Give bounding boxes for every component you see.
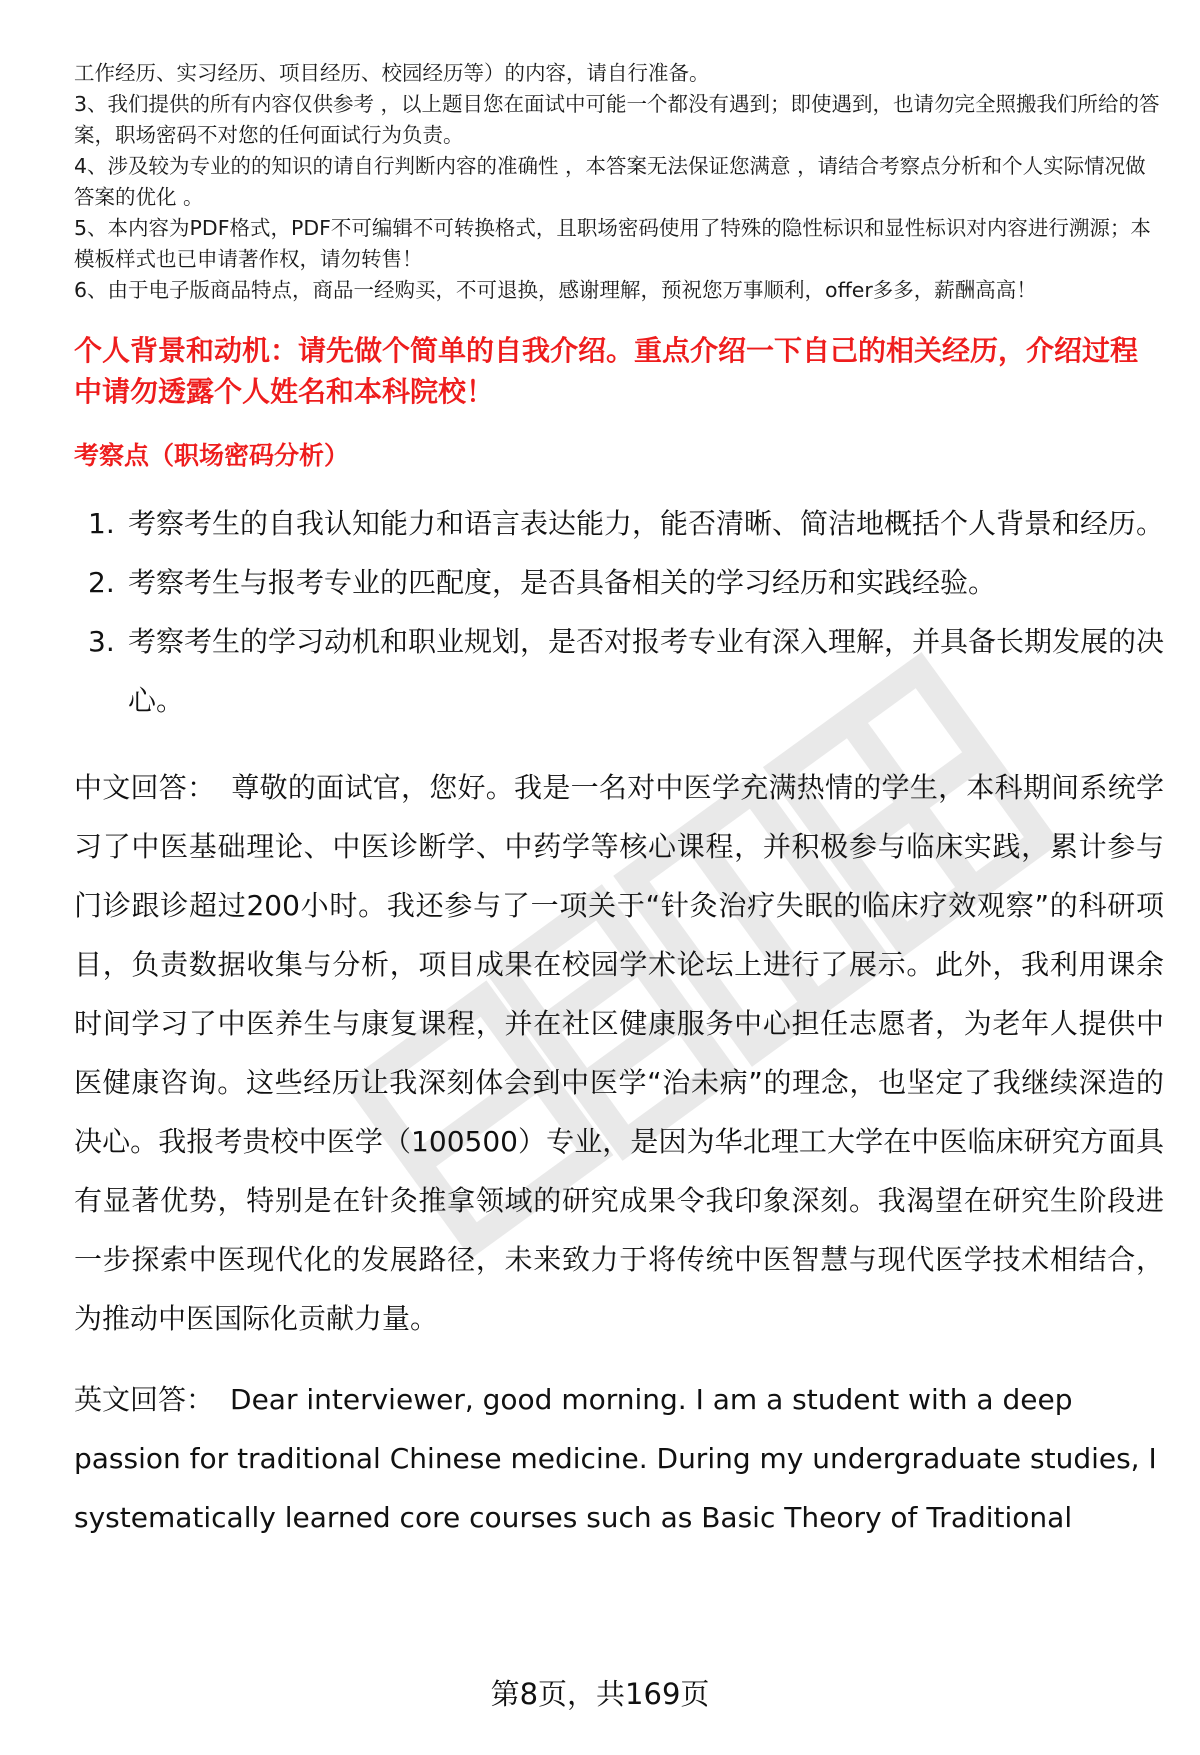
focus-list: [74, 494, 1164, 730]
note-line: 5、本内容为PDF格式，PDF不可编辑不可转换格式，且职场密码使用了特殊的隐性标识和显性标识对内容进行溯源；本模板样式也已申请著作权，请勿转售！: [74, 216, 1151, 271]
english-answer-label: 英文回答：: [74, 1383, 215, 1416]
notes-section: [74, 58, 1164, 306]
page-number: 第8页，共169页: [490, 1677, 710, 1711]
note-line: 4、涉及较为专业的的知识的请自行判断内容的准确性 ，本答案无法保证您满意 ，请结合考察点分析和个人实际情况做答案的优化 。: [74, 154, 1146, 209]
english-answer: [74, 1370, 1164, 1547]
chinese-answer-label: 中文回答：: [74, 771, 216, 804]
list-item: [74, 612, 1164, 730]
list-number: 2.: [88, 566, 115, 599]
chinese-answer: [74, 758, 1164, 1348]
list-text: 考察考生与报考专业的匹配度，是否具备相关的学习经历和实践经验。: [128, 566, 997, 599]
list-item: [74, 494, 1164, 553]
list-number: 3.: [88, 625, 115, 658]
english-answer-text: Dear interviewer, good morning. I am a student with a deep passion for traditional Chinese medicine. During my undergraduate studies, I systematically learned core courses such as Basic Theory of Traditional: [74, 1383, 1157, 1534]
note-line: 工作经历、实习经历、项目经历、校园经历等）的内容，请自行准备。: [74, 61, 710, 85]
list-text: 考察考生的自我认知能力和语言表达能力，能否清晰、简洁地概括个人背景和经历。: [128, 507, 1165, 540]
list-number: 1.: [88, 507, 115, 540]
list-text: 考察考生的学习动机和职业规划，是否对报考专业有深入理解，并具备长期发展的决心。: [128, 625, 1165, 717]
list-item: [74, 553, 1164, 612]
chinese-answer-text: 尊敬的面试官，您好。我是一名对中医学充满热情的学生，本科期间系统学习了中医基础理论、中医诊断学、中药学等核心课程，并积极参与临床实践，累计参与门诊跟诊超过200小时。我还参与了一项关于“针灸治疗失眠的临床疗效观察”的科研项目，负责数据收集与分析，项目成果在校园学术论坛上进行了展示。此外，我利用课余时间学习了中医养生与康复课程，并在社区健康服务中心担任志愿者，为老年人提供中医健康咨询。这些经历让我深刻体会到中医学“治未病”的理念，也坚定了我继续深造的决心。我报考贵校中医学（100500）专业，是因为华北理工大学在中医临床研究方面具有显著优势，特别是在针灸推拿领域的研究成果令我印象深刻。我渴望在研究生阶段进一步探索中医现代化的发展路径，未来致力于将传统中医智慧与现代医学技术相结合，为推动中医国际化贡献力量。: [74, 771, 1164, 1335]
focus-heading: 考察点（职场密码分析）: [74, 441, 350, 470]
note-line: 3、我们提供的所有内容仅供参考 ，以上题目您在面试中可能一个都没有遇到；即使遇到，也请勿完全照搬我们所给的答案，职场密码不对您的任何面试行为负责。: [74, 92, 1160, 147]
page-content: [74, 58, 1164, 1547]
question-heading: 个人背景和动机：请先做个简单的自我介绍。重点介绍一下自己的相关经历，介绍过程中请勿透露个人姓名和本科院校！: [74, 334, 1139, 408]
note-line: 6、由于电子版商品特点，商品一经购买，不可退换，感谢理解，预祝您万事顺利，offer多多，薪酬高高！: [74, 278, 1037, 302]
